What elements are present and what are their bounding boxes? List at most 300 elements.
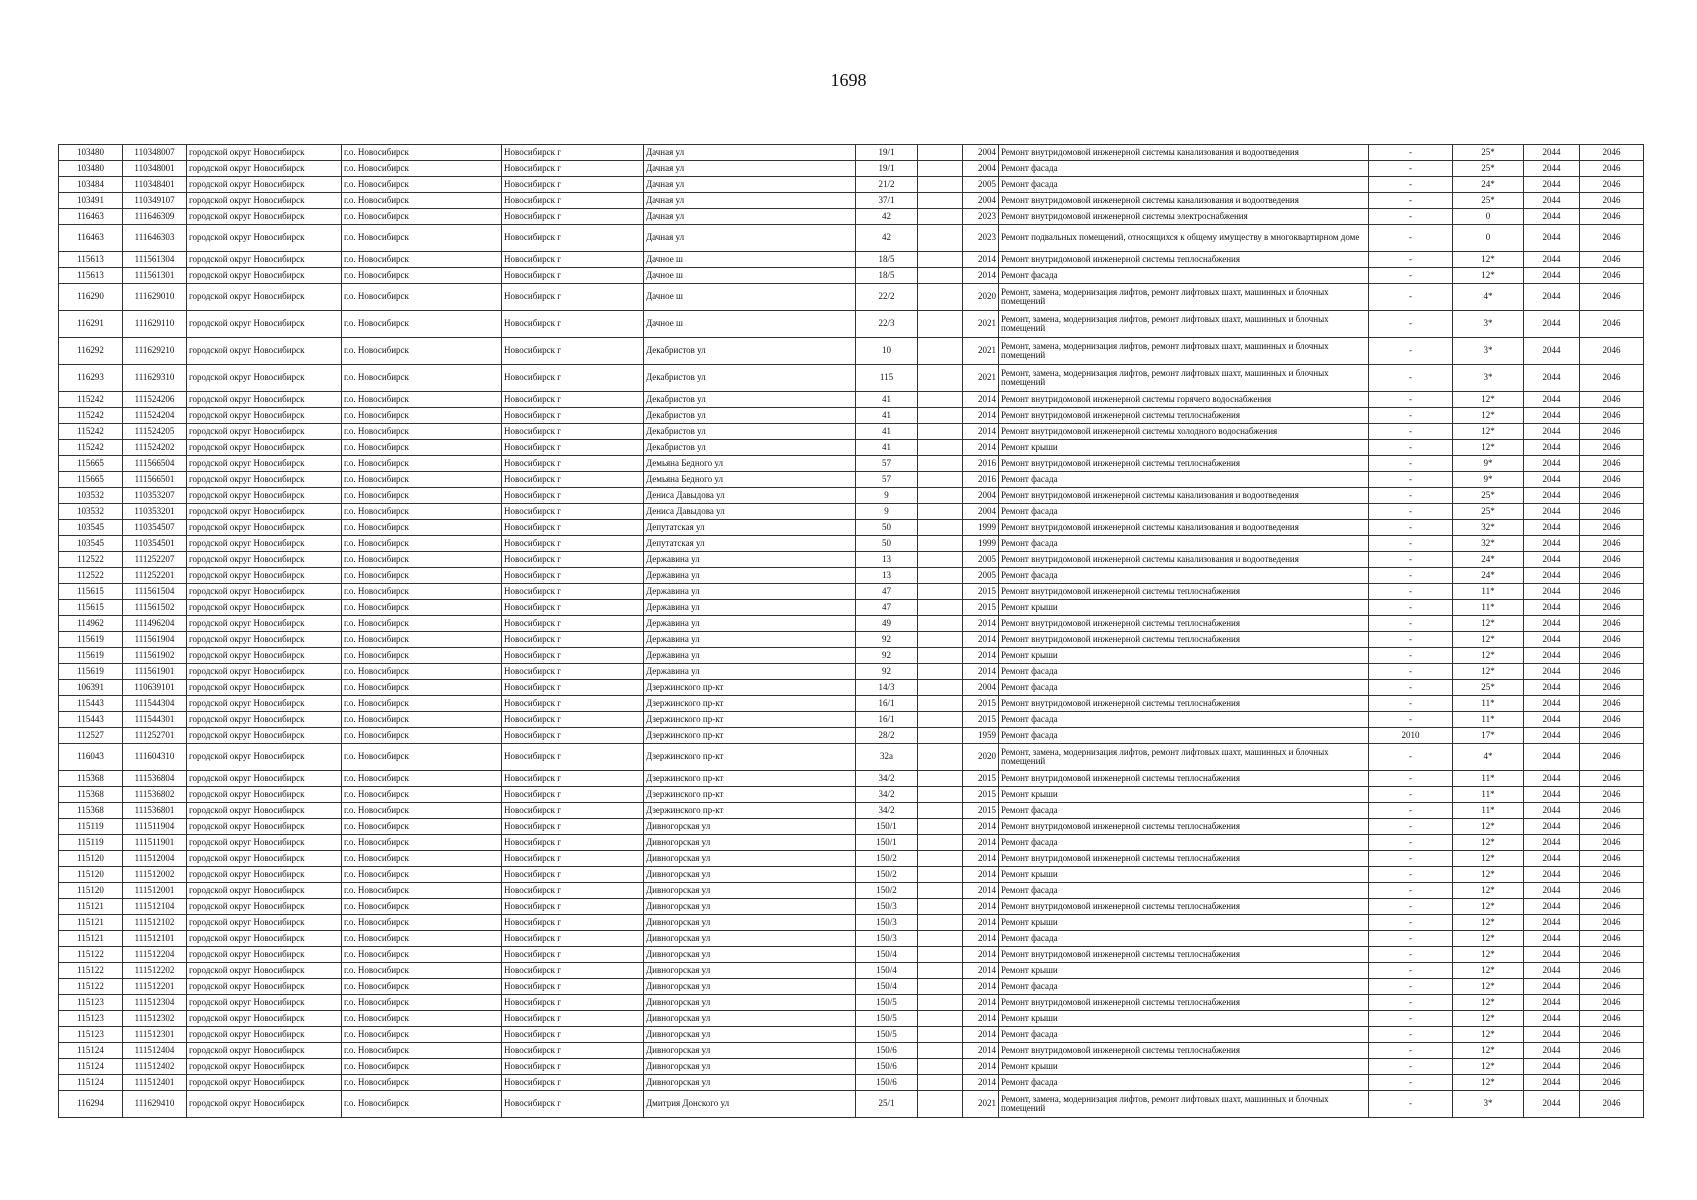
cell-locality: Новосибирск г xyxy=(502,883,644,899)
cell-municipality: городской округ Новосибирск xyxy=(187,899,342,915)
table-row xyxy=(59,338,1644,365)
cell-build-year: 2004 xyxy=(963,193,999,209)
cell-build-year: 2004 xyxy=(963,488,999,504)
table-row xyxy=(59,392,1644,408)
cell-house-id: 115368 xyxy=(59,787,123,803)
cell-locality: Новосибирск г xyxy=(502,616,644,632)
cell-start-year: 2044 xyxy=(1524,616,1580,632)
cell-object-id: 111252701 xyxy=(123,728,187,744)
cell-build-year: 2015 xyxy=(963,803,999,819)
cell-end-year: 2046 xyxy=(1580,568,1644,584)
cell-locality: Новосибирск г xyxy=(502,1059,644,1075)
cell-start-year: 2044 xyxy=(1524,771,1580,787)
cell-work-type: Ремонт внутридомовой инженерной системы теплоснабжения xyxy=(999,1043,1369,1059)
cell-work-type: Ремонт внутридомовой инженерной системы теплоснабжения xyxy=(999,584,1369,600)
cell-start-year: 2044 xyxy=(1524,648,1580,664)
cell-municipality: городской округ Новосибирск xyxy=(187,1043,342,1059)
cell-street: Державина ул xyxy=(644,584,856,600)
cell-object-id: 111512104 xyxy=(123,899,187,915)
cell-work-type: Ремонт фасада xyxy=(999,472,1369,488)
cell-wear-value: 25* xyxy=(1453,680,1524,696)
cell-locality: Новосибирск г xyxy=(502,835,644,851)
cell-start-year: 2044 xyxy=(1524,712,1580,728)
table-row xyxy=(59,584,1644,600)
cell-locality: Новосибирск г xyxy=(502,456,644,472)
cell-street: Дзержинского пр-кт xyxy=(644,680,856,696)
table-row xyxy=(59,696,1644,712)
cell-end-year: 2046 xyxy=(1580,744,1644,771)
cell-object-id: 111646303 xyxy=(123,225,187,252)
cell-street: Дивногорская ул xyxy=(644,899,856,915)
cell-locality: Новосибирск г xyxy=(502,338,644,365)
cell-house-id: 116043 xyxy=(59,744,123,771)
cell-wear-value: 12* xyxy=(1453,979,1524,995)
cell-locality: Новосибирск г xyxy=(502,145,644,161)
cell-house-number: 150/4 xyxy=(856,947,918,963)
table-row xyxy=(59,440,1644,456)
cell-start-year: 2044 xyxy=(1524,225,1580,252)
cell-house-number: 41 xyxy=(856,424,918,440)
table-row xyxy=(59,284,1644,311)
cell-object-id: 111512401 xyxy=(123,1075,187,1091)
cell-last-repair-year: - xyxy=(1369,520,1453,536)
cell-last-repair-year: - xyxy=(1369,1011,1453,1027)
cell-municipality: городской округ Новосибирск xyxy=(187,177,342,193)
cell-municipality: городской округ Новосибирск xyxy=(187,472,342,488)
cell-house-number: 150/4 xyxy=(856,963,918,979)
cell-work-type: Ремонт, замена, модернизация лифтов, ремонт лифтовых шахт, машинных и блочных помещений xyxy=(999,744,1369,771)
cell-build-year: 2021 xyxy=(963,338,999,365)
cell-municipality: городской округ Новосибирск xyxy=(187,225,342,252)
cell-house-number: 19/1 xyxy=(856,145,918,161)
cell-house-id: 115124 xyxy=(59,1059,123,1075)
cell-district: г.о. Новосибирск xyxy=(342,488,502,504)
table-row xyxy=(59,456,1644,472)
cell-start-year: 2044 xyxy=(1524,1075,1580,1091)
cell-end-year: 2046 xyxy=(1580,648,1644,664)
cell-object-id: 110348007 xyxy=(123,145,187,161)
cell-wear-value: 12* xyxy=(1453,851,1524,867)
cell-municipality: городской округ Новосибирск xyxy=(187,1091,342,1118)
repair-schedule-table xyxy=(58,144,1644,1118)
cell-house-id: 115665 xyxy=(59,472,123,488)
cell-municipality: городской округ Новосибирск xyxy=(187,456,342,472)
cell-building xyxy=(918,851,963,867)
cell-house-id: 103484 xyxy=(59,177,123,193)
cell-house-number: 10 xyxy=(856,338,918,365)
cell-start-year: 2044 xyxy=(1524,947,1580,963)
cell-end-year: 2046 xyxy=(1580,365,1644,392)
cell-building xyxy=(918,600,963,616)
cell-house-id: 115368 xyxy=(59,803,123,819)
cell-district: г.о. Новосибирск xyxy=(342,145,502,161)
cell-house-number: 41 xyxy=(856,392,918,408)
cell-street: Демьяна Бедного ул xyxy=(644,456,856,472)
cell-last-repair-year: - xyxy=(1369,712,1453,728)
cell-building xyxy=(918,1059,963,1075)
cell-object-id: 111561902 xyxy=(123,648,187,664)
cell-building xyxy=(918,408,963,424)
cell-wear-value: 12* xyxy=(1453,835,1524,851)
cell-locality: Новосибирск г xyxy=(502,771,644,787)
cell-start-year: 2044 xyxy=(1524,209,1580,225)
cell-last-repair-year: - xyxy=(1369,338,1453,365)
cell-locality: Новосибирск г xyxy=(502,504,644,520)
cell-district: г.о. Новосибирск xyxy=(342,520,502,536)
cell-wear-value: 12* xyxy=(1453,947,1524,963)
cell-object-id: 111524204 xyxy=(123,408,187,424)
cell-last-repair-year: - xyxy=(1369,268,1453,284)
cell-municipality: городской округ Новосибирск xyxy=(187,568,342,584)
cell-build-year: 2004 xyxy=(963,680,999,696)
cell-work-type: Ремонт крыши xyxy=(999,1011,1369,1027)
cell-locality: Новосибирск г xyxy=(502,1043,644,1059)
table-row xyxy=(59,252,1644,268)
cell-end-year: 2046 xyxy=(1580,209,1644,225)
cell-start-year: 2044 xyxy=(1524,311,1580,338)
cell-building xyxy=(918,252,963,268)
cell-last-repair-year: - xyxy=(1369,284,1453,311)
cell-start-year: 2044 xyxy=(1524,1091,1580,1118)
cell-work-type: Ремонт внутридомовой инженерной системы теплоснабжения xyxy=(999,947,1369,963)
cell-build-year: 2023 xyxy=(963,225,999,252)
cell-wear-value: 12* xyxy=(1453,915,1524,931)
cell-district: г.о. Новосибирск xyxy=(342,931,502,947)
cell-last-repair-year: - xyxy=(1369,883,1453,899)
cell-street: Дивногорская ул xyxy=(644,979,856,995)
cell-municipality: городской округ Новосибирск xyxy=(187,424,342,440)
cell-end-year: 2046 xyxy=(1580,408,1644,424)
cell-work-type: Ремонт, замена, модернизация лифтов, ремонт лифтовых шахт, машинных и блочных помещений xyxy=(999,365,1369,392)
cell-work-type: Ремонт крыши xyxy=(999,867,1369,883)
cell-build-year: 2014 xyxy=(963,392,999,408)
cell-wear-value: 12* xyxy=(1453,424,1524,440)
cell-district: г.о. Новосибирск xyxy=(342,696,502,712)
cell-district: г.о. Новосибирск xyxy=(342,600,502,616)
cell-locality: Новосибирск г xyxy=(502,552,644,568)
cell-street: Дачная ул xyxy=(644,145,856,161)
cell-last-repair-year: - xyxy=(1369,664,1453,680)
cell-end-year: 2046 xyxy=(1580,488,1644,504)
cell-municipality: городской округ Новосибирск xyxy=(187,995,342,1011)
cell-wear-value: 12* xyxy=(1453,1027,1524,1043)
cell-wear-value: 25* xyxy=(1453,488,1524,504)
cell-building xyxy=(918,947,963,963)
cell-work-type: Ремонт внутридомовой инженерной системы канализования и водоотведения xyxy=(999,488,1369,504)
cell-house-number: 92 xyxy=(856,632,918,648)
cell-municipality: городской округ Новосибирск xyxy=(187,552,342,568)
cell-building xyxy=(918,568,963,584)
cell-wear-value: 12* xyxy=(1453,883,1524,899)
cell-street: Декабристов ул xyxy=(644,365,856,392)
cell-build-year: 2014 xyxy=(963,995,999,1011)
cell-last-repair-year: - xyxy=(1369,456,1453,472)
cell-wear-value: 12* xyxy=(1453,899,1524,915)
cell-house-id: 103480 xyxy=(59,161,123,177)
cell-start-year: 2044 xyxy=(1524,883,1580,899)
cell-wear-value: 25* xyxy=(1453,145,1524,161)
table-row xyxy=(59,472,1644,488)
cell-end-year: 2046 xyxy=(1580,728,1644,744)
cell-end-year: 2046 xyxy=(1580,584,1644,600)
cell-building xyxy=(918,472,963,488)
cell-locality: Новосибирск г xyxy=(502,1075,644,1091)
cell-last-repair-year: - xyxy=(1369,1075,1453,1091)
cell-last-repair-year: - xyxy=(1369,616,1453,632)
cell-municipality: городской округ Новосибирск xyxy=(187,440,342,456)
cell-build-year: 2021 xyxy=(963,311,999,338)
cell-house-number: 150/4 xyxy=(856,979,918,995)
cell-house-id: 115122 xyxy=(59,947,123,963)
table-row xyxy=(59,787,1644,803)
cell-work-type: Ремонт внутридомовой инженерной системы теплоснабжения xyxy=(999,819,1369,835)
cell-house-id: 116463 xyxy=(59,209,123,225)
cell-house-number: 47 xyxy=(856,584,918,600)
cell-locality: Новосибирск г xyxy=(502,979,644,995)
cell-wear-value: 12* xyxy=(1453,392,1524,408)
cell-building xyxy=(918,1011,963,1027)
cell-end-year: 2046 xyxy=(1580,268,1644,284)
cell-wear-value: 11* xyxy=(1453,787,1524,803)
cell-object-id: 111252207 xyxy=(123,552,187,568)
cell-end-year: 2046 xyxy=(1580,225,1644,252)
cell-build-year: 2016 xyxy=(963,456,999,472)
cell-object-id: 110639101 xyxy=(123,680,187,696)
cell-street: Дзержинского пр-кт xyxy=(644,696,856,712)
cell-street: Дивногорская ул xyxy=(644,1043,856,1059)
cell-house-id: 115124 xyxy=(59,1043,123,1059)
cell-street: Дивногорская ул xyxy=(644,995,856,1011)
cell-house-id: 115120 xyxy=(59,851,123,867)
cell-start-year: 2044 xyxy=(1524,979,1580,995)
cell-locality: Новосибирск г xyxy=(502,728,644,744)
cell-work-type: Ремонт крыши xyxy=(999,963,1369,979)
cell-municipality: городской округ Новосибирск xyxy=(187,648,342,664)
cell-locality: Новосибирск г xyxy=(502,1091,644,1118)
cell-municipality: городской округ Новосибирск xyxy=(187,835,342,851)
cell-street: Державина ул xyxy=(644,600,856,616)
cell-build-year: 2020 xyxy=(963,744,999,771)
cell-start-year: 2044 xyxy=(1524,600,1580,616)
cell-district: г.о. Новосибирск xyxy=(342,284,502,311)
cell-wear-value: 12* xyxy=(1453,1043,1524,1059)
cell-last-repair-year: - xyxy=(1369,600,1453,616)
table-row xyxy=(59,1091,1644,1118)
cell-object-id: 111544301 xyxy=(123,712,187,728)
cell-street: Дачная ул xyxy=(644,209,856,225)
cell-build-year: 2014 xyxy=(963,867,999,883)
cell-house-number: 150/2 xyxy=(856,883,918,899)
cell-last-repair-year: - xyxy=(1369,899,1453,915)
cell-start-year: 2044 xyxy=(1524,835,1580,851)
cell-build-year: 2014 xyxy=(963,931,999,947)
cell-object-id: 111512301 xyxy=(123,1027,187,1043)
cell-build-year: 2014 xyxy=(963,616,999,632)
cell-work-type: Ремонт крыши xyxy=(999,787,1369,803)
cell-locality: Новосибирск г xyxy=(502,947,644,963)
cell-building xyxy=(918,1043,963,1059)
cell-build-year: 2015 xyxy=(963,787,999,803)
cell-street: Дмитрия Донского ул xyxy=(644,1091,856,1118)
cell-house-id: 103532 xyxy=(59,488,123,504)
cell-district: г.о. Новосибирск xyxy=(342,392,502,408)
cell-house-id: 115613 xyxy=(59,268,123,284)
cell-house-id: 106391 xyxy=(59,680,123,696)
cell-object-id: 111512302 xyxy=(123,1011,187,1027)
cell-street: Дачная ул xyxy=(644,225,856,252)
cell-street: Дениса Давыдова ул xyxy=(644,488,856,504)
cell-wear-value: 32* xyxy=(1453,536,1524,552)
cell-object-id: 111252201 xyxy=(123,568,187,584)
cell-build-year: 2004 xyxy=(963,145,999,161)
cell-building xyxy=(918,883,963,899)
cell-work-type: Ремонт внутридомовой инженерной системы теплоснабжения xyxy=(999,696,1369,712)
cell-wear-value: 12* xyxy=(1453,1075,1524,1091)
cell-building xyxy=(918,177,963,193)
table-row xyxy=(59,536,1644,552)
table-row xyxy=(59,520,1644,536)
cell-last-repair-year: - xyxy=(1369,787,1453,803)
cell-build-year: 2021 xyxy=(963,1091,999,1118)
cell-locality: Новосибирск г xyxy=(502,365,644,392)
table-row xyxy=(59,664,1644,680)
cell-build-year: 2014 xyxy=(963,883,999,899)
table-row xyxy=(59,835,1644,851)
cell-object-id: 111566504 xyxy=(123,456,187,472)
cell-locality: Новосибирск г xyxy=(502,600,644,616)
cell-municipality: городской округ Новосибирск xyxy=(187,947,342,963)
cell-building xyxy=(918,456,963,472)
cell-district: г.о. Новосибирск xyxy=(342,680,502,696)
cell-district: г.о. Новосибирск xyxy=(342,1075,502,1091)
cell-district: г.о. Новосибирск xyxy=(342,311,502,338)
cell-house-id: 115121 xyxy=(59,899,123,915)
cell-house-id: 115615 xyxy=(59,584,123,600)
cell-locality: Новосибирск г xyxy=(502,584,644,600)
table-row xyxy=(59,947,1644,963)
cell-start-year: 2044 xyxy=(1524,472,1580,488)
cell-start-year: 2044 xyxy=(1524,252,1580,268)
cell-end-year: 2046 xyxy=(1580,193,1644,209)
cell-house-number: 57 xyxy=(856,472,918,488)
cell-district: г.о. Новосибирск xyxy=(342,338,502,365)
cell-end-year: 2046 xyxy=(1580,979,1644,995)
cell-locality: Новосибирск г xyxy=(502,284,644,311)
cell-house-id: 115119 xyxy=(59,835,123,851)
cell-municipality: городской округ Новосибирск xyxy=(187,664,342,680)
cell-house-number: 150/5 xyxy=(856,1027,918,1043)
cell-house-id: 115119 xyxy=(59,819,123,835)
table-row xyxy=(59,1043,1644,1059)
cell-end-year: 2046 xyxy=(1580,1091,1644,1118)
cell-wear-value: 11* xyxy=(1453,803,1524,819)
cell-end-year: 2046 xyxy=(1580,1027,1644,1043)
cell-street: Дивногорская ул xyxy=(644,963,856,979)
cell-street: Дачная ул xyxy=(644,193,856,209)
cell-end-year: 2046 xyxy=(1580,835,1644,851)
cell-street: Дивногорская ул xyxy=(644,883,856,899)
cell-last-repair-year: - xyxy=(1369,161,1453,177)
cell-house-number: 150/3 xyxy=(856,931,918,947)
cell-end-year: 2046 xyxy=(1580,851,1644,867)
cell-end-year: 2046 xyxy=(1580,600,1644,616)
cell-wear-value: 12* xyxy=(1453,616,1524,632)
cell-wear-value: 12* xyxy=(1453,440,1524,456)
cell-district: г.о. Новосибирск xyxy=(342,995,502,1011)
cell-municipality: городской округ Новосибирск xyxy=(187,193,342,209)
cell-house-number: 22/2 xyxy=(856,284,918,311)
cell-locality: Новосибирск г xyxy=(502,568,644,584)
cell-last-repair-year: - xyxy=(1369,408,1453,424)
cell-municipality: городской округ Новосибирск xyxy=(187,883,342,899)
cell-house-number: 34/2 xyxy=(856,787,918,803)
cell-wear-value: 11* xyxy=(1453,771,1524,787)
cell-district: г.о. Новосибирск xyxy=(342,947,502,963)
cell-wear-value: 12* xyxy=(1453,819,1524,835)
cell-object-id: 111524205 xyxy=(123,424,187,440)
cell-building xyxy=(918,193,963,209)
cell-house-number: 18/5 xyxy=(856,268,918,284)
cell-start-year: 2044 xyxy=(1524,145,1580,161)
cell-end-year: 2046 xyxy=(1580,1043,1644,1059)
cell-house-id: 112527 xyxy=(59,728,123,744)
cell-build-year: 2014 xyxy=(963,979,999,995)
cell-object-id: 111629410 xyxy=(123,1091,187,1118)
cell-object-id: 110354507 xyxy=(123,520,187,536)
cell-locality: Новосибирск г xyxy=(502,819,644,835)
cell-municipality: городской округ Новосибирск xyxy=(187,392,342,408)
cell-district: г.о. Новосибирск xyxy=(342,979,502,995)
cell-work-type: Ремонт внутридомовой инженерной системы канализования и водоотведения xyxy=(999,552,1369,568)
cell-build-year: 2014 xyxy=(963,851,999,867)
cell-build-year: 2014 xyxy=(963,664,999,680)
cell-house-number: 14/3 xyxy=(856,680,918,696)
cell-start-year: 2044 xyxy=(1524,915,1580,931)
cell-street: Декабристов ул xyxy=(644,440,856,456)
cell-build-year: 2014 xyxy=(963,835,999,851)
cell-start-year: 2044 xyxy=(1524,744,1580,771)
cell-district: г.о. Новосибирск xyxy=(342,408,502,424)
cell-house-id: 115123 xyxy=(59,1027,123,1043)
cell-street: Дивногорская ул xyxy=(644,851,856,867)
cell-last-repair-year: - xyxy=(1369,696,1453,712)
cell-object-id: 111512404 xyxy=(123,1043,187,1059)
cell-object-id: 110353201 xyxy=(123,504,187,520)
cell-end-year: 2046 xyxy=(1580,931,1644,947)
cell-locality: Новосибирск г xyxy=(502,867,644,883)
cell-municipality: городской округ Новосибирск xyxy=(187,771,342,787)
cell-object-id: 111629310 xyxy=(123,365,187,392)
cell-build-year: 2014 xyxy=(963,819,999,835)
cell-wear-value: 25* xyxy=(1453,193,1524,209)
cell-municipality: городской округ Новосибирск xyxy=(187,600,342,616)
cell-house-number: 150/5 xyxy=(856,1011,918,1027)
cell-work-type: Ремонт внутридомовой инженерной системы холодного водоснабжения xyxy=(999,424,1369,440)
cell-locality: Новосибирск г xyxy=(502,744,644,771)
cell-start-year: 2044 xyxy=(1524,803,1580,819)
cell-house-number: 150/6 xyxy=(856,1043,918,1059)
cell-end-year: 2046 xyxy=(1580,616,1644,632)
cell-work-type: Ремонт фасада xyxy=(999,177,1369,193)
cell-object-id: 111512004 xyxy=(123,851,187,867)
cell-municipality: городской округ Новосибирск xyxy=(187,311,342,338)
cell-building xyxy=(918,145,963,161)
cell-last-repair-year: - xyxy=(1369,424,1453,440)
cell-house-id: 116290 xyxy=(59,284,123,311)
cell-locality: Новосибирск г xyxy=(502,225,644,252)
cell-wear-value: 12* xyxy=(1453,664,1524,680)
cell-work-type: Ремонт фасада xyxy=(999,931,1369,947)
